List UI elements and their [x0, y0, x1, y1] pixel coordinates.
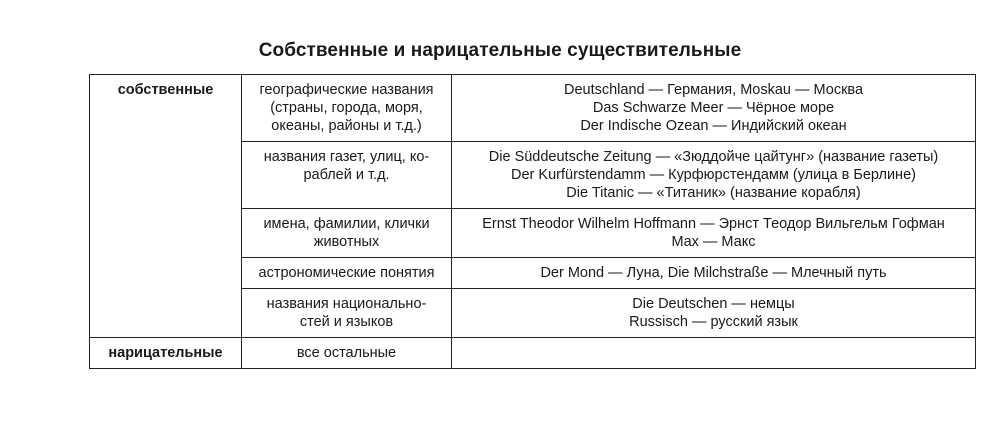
subcategory-line: все остальные [296, 345, 397, 361]
example-line: Die Titanic — «Титаник» (название корабля) [566, 185, 861, 201]
examples-cell-empty [452, 338, 976, 369]
subcategory-line: имена, фамилии, клички [263, 216, 430, 232]
examples-cell [452, 142, 976, 209]
subcategory-cell [242, 142, 452, 209]
subcategory-line: астрономические понятия [258, 265, 435, 281]
subcategory-line: животных [313, 234, 380, 250]
category-proper-cell [90, 75, 242, 338]
subcategory-line: стей и языков [299, 314, 394, 330]
example-line: Die Deutschen — немцы [632, 296, 795, 312]
subcategory-line: названия национально- [266, 296, 427, 312]
table-row [90, 75, 976, 142]
subcategory-cell [242, 209, 452, 258]
subcategory-cell [242, 258, 452, 289]
page-title: Собственные и нарицательные существительные [258, 40, 742, 61]
table-row [90, 338, 976, 369]
noun-types-table [89, 74, 976, 369]
category-common-cell [90, 338, 242, 369]
subcategory-line: названия газет, улиц, ко- [263, 149, 430, 165]
example-line: Das Schwarze Meer — Чёрное море [592, 100, 835, 116]
example-line: Ernst Theodor Wilhelm Hoffmann — Эрнст Теодор Вильгельм Гофман [482, 216, 945, 232]
subcategory-line: океаны, районы и т.д.) [271, 118, 422, 134]
subcategory-line: раблей и т.д. [303, 167, 390, 183]
examples-cell [452, 209, 976, 258]
category-label: нарицательные [108, 345, 223, 361]
example-line: Der Indische Ozean — Индийский океан [580, 118, 847, 134]
example-line: Die Süddeutsche Zeitung — «Зюддойче цайтунг» (название газеты) [488, 149, 939, 165]
examples-cell [452, 258, 976, 289]
subcategory-line: географические названия [259, 82, 434, 98]
examples-cell [452, 75, 976, 142]
example-line: Der Mond — Луна, Die Milchstraße — Млечный путь [540, 265, 887, 281]
example-line: Der Kurfürstendamm — Курфюрстендамм (улица в Берлине) [511, 167, 916, 183]
subcategory-cell [242, 338, 452, 369]
example-line: Russisch — русский язык [629, 314, 798, 330]
category-label: собственные [117, 82, 214, 98]
subcategory-line: (страны, города, моря, [270, 100, 423, 116]
example-line: Max — Макс [671, 234, 756, 250]
examples-cell [452, 289, 976, 338]
subcategory-cell [242, 75, 452, 142]
subcategory-cell [242, 289, 452, 338]
example-line: Deutschland — Германия, Moskau — Москва [563, 82, 864, 98]
